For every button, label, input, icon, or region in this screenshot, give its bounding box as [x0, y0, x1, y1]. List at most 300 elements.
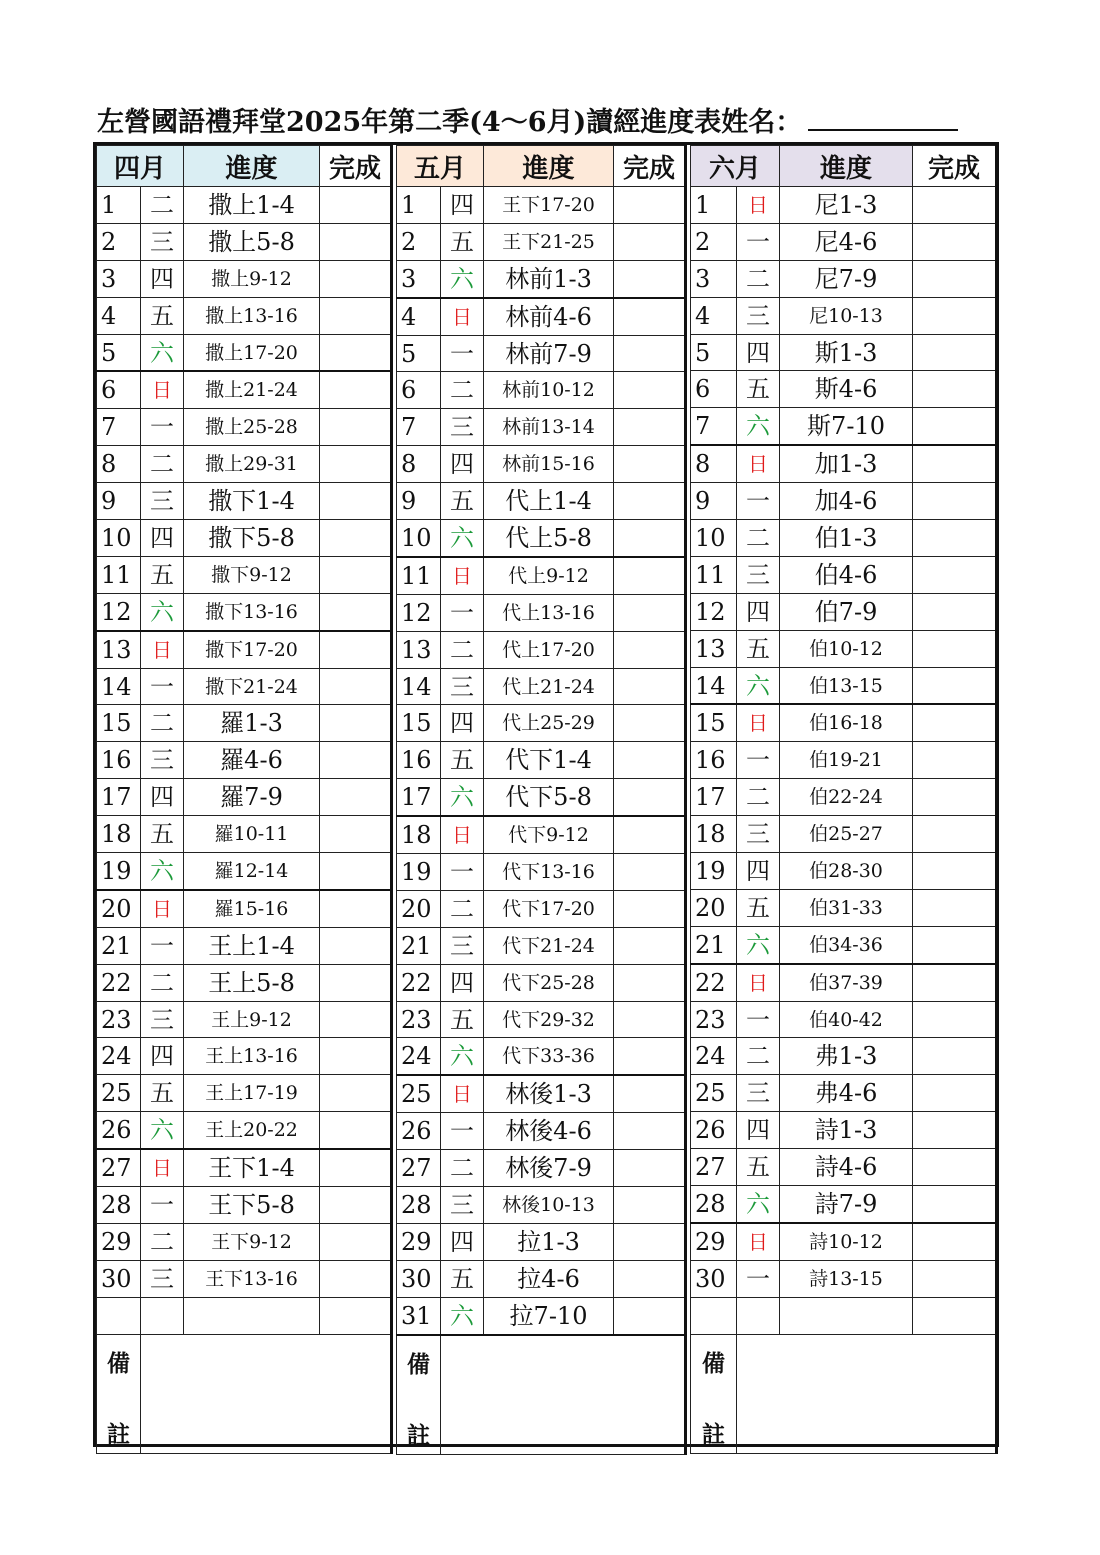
reading-progress: 代上25-29 — [484, 705, 614, 742]
day-number: 26 — [691, 1112, 737, 1149]
table-row — [97, 1149, 392, 1186]
weekday: 四 — [737, 1112, 780, 1149]
done-checkbox-cell[interactable] — [320, 371, 392, 408]
reading-progress: 伯40-42 — [780, 1001, 913, 1038]
month-header: 五月 — [397, 146, 484, 187]
weekday: 二 — [441, 631, 484, 668]
table-row — [97, 964, 392, 1001]
done-checkbox-cell[interactable] — [320, 1297, 392, 1334]
table-row — [397, 372, 686, 409]
notes-label — [691, 1334, 737, 1453]
done-checkbox-cell[interactable] — [913, 742, 997, 779]
done-checkbox-cell[interactable] — [320, 631, 392, 668]
day-number: 29 — [97, 1223, 141, 1260]
reading-progress: 林後7-9 — [484, 1150, 614, 1187]
reading-progress: 王上13-16 — [184, 1038, 320, 1075]
done-checkbox-cell[interactable] — [614, 964, 686, 1001]
day-number: 12 — [397, 594, 441, 631]
done-checkbox-cell[interactable] — [320, 890, 392, 927]
weekday: 二 — [737, 260, 780, 297]
day-number: 31 — [397, 1297, 441, 1334]
done-checkbox-cell[interactable] — [320, 260, 392, 297]
done-checkbox-cell[interactable] — [614, 446, 686, 483]
reading-progress: 伯22-24 — [780, 779, 913, 816]
table-row — [397, 1260, 686, 1297]
reading-progress: 弗1-3 — [780, 1038, 913, 1075]
table-row — [397, 446, 686, 483]
name-blank-field[interactable] — [808, 103, 958, 131]
day-number: 10 — [691, 520, 737, 557]
reading-progress: 羅12-14 — [184, 853, 320, 890]
day-number: 14 — [397, 668, 441, 705]
table-row — [397, 1150, 686, 1187]
table-row — [97, 1223, 392, 1260]
day-number: 22 — [691, 964, 737, 1001]
weekday: 六 — [141, 853, 184, 890]
weekday: 一 — [141, 668, 184, 705]
done-checkbox-cell[interactable] — [913, 408, 997, 445]
done-checkbox-cell[interactable] — [320, 1260, 392, 1297]
table-row — [97, 927, 392, 964]
table-row — [691, 483, 997, 520]
reading-progress: 代下25-28 — [484, 964, 614, 1001]
weekday: 六 — [737, 667, 780, 704]
reading-progress: 斯7-10 — [780, 408, 913, 445]
done-checkbox-cell[interactable] — [614, 1001, 686, 1038]
day-number: 6 — [97, 371, 141, 408]
done-checkbox-cell[interactable] — [320, 1149, 392, 1186]
notes-field[interactable] — [141, 1334, 392, 1453]
table-row — [97, 187, 392, 224]
reading-progress: 伯19-21 — [780, 742, 913, 779]
weekday: 一 — [441, 594, 484, 631]
weekday: 一 — [737, 1260, 780, 1297]
table-row — [97, 705, 392, 742]
day-number: 2 — [691, 223, 737, 260]
day-number: 7 — [691, 408, 737, 445]
weekday: 三 — [441, 927, 484, 964]
done-checkbox-cell[interactable] — [913, 1186, 997, 1223]
done-checkbox-cell[interactable] — [320, 297, 392, 334]
done-checkbox-cell[interactable] — [614, 298, 686, 335]
done-checkbox-cell[interactable] — [614, 335, 686, 372]
notes-label-char: 註 — [107, 1420, 130, 1448]
weekday: 五 — [441, 742, 484, 779]
reading-progress: 尼1-3 — [780, 187, 913, 224]
day-number: 17 — [397, 779, 441, 816]
day-number: 8 — [397, 446, 441, 483]
done-checkbox-cell[interactable] — [320, 668, 392, 705]
table-row — [397, 631, 686, 668]
done-checkbox-cell[interactable] — [614, 631, 686, 668]
done-checkbox-cell[interactable] — [614, 223, 686, 260]
done-checkbox-cell[interactable] — [913, 187, 997, 224]
table-row — [397, 742, 686, 779]
table-row — [691, 779, 997, 816]
notes-field[interactable] — [737, 1334, 997, 1453]
table-row — [691, 593, 997, 630]
table-row — [397, 1223, 686, 1260]
day-number: 3 — [691, 260, 737, 297]
day-number: 1 — [97, 187, 141, 224]
weekday: 三 — [737, 297, 780, 334]
weekday: 五 — [441, 223, 484, 260]
done-checkbox-cell[interactable] — [614, 854, 686, 891]
done-checkbox-cell[interactable] — [614, 1113, 686, 1150]
notes-label-char: 備 — [107, 1349, 130, 1377]
day-number: 21 — [397, 927, 441, 964]
day-number — [97, 1297, 141, 1334]
weekday: 四 — [141, 1038, 184, 1075]
table-row — [397, 1297, 686, 1334]
done-checkbox-cell[interactable] — [913, 371, 997, 408]
done-checkbox-cell[interactable] — [913, 1260, 997, 1297]
day-number: 2 — [397, 223, 441, 260]
table-row — [397, 223, 686, 260]
done-checkbox-cell[interactable] — [320, 1001, 392, 1038]
day-number: 26 — [97, 1112, 141, 1149]
reading-progress: 代上13-16 — [484, 594, 614, 631]
done-checkbox-cell[interactable] — [614, 483, 686, 520]
reading-progress: 伯37-39 — [780, 964, 913, 1001]
done-checkbox-cell[interactable] — [320, 520, 392, 557]
done-checkbox-cell[interactable] — [614, 1223, 686, 1260]
table-row — [691, 1186, 997, 1223]
weekday: 五 — [141, 1075, 184, 1112]
weekday: 二 — [141, 446, 184, 483]
table-row — [397, 335, 686, 372]
done-checkbox-cell[interactable] — [320, 1223, 392, 1260]
weekday: 一 — [141, 409, 184, 446]
month-header: 四月 — [97, 146, 184, 187]
weekday: 日 — [737, 445, 780, 482]
done-checkbox-cell[interactable] — [913, 630, 997, 667]
day-number: 11 — [691, 556, 737, 593]
weekday: 三 — [141, 223, 184, 260]
done-checkbox-cell[interactable] — [320, 964, 392, 1001]
weekday: 五 — [141, 556, 184, 593]
done-checkbox-cell[interactable] — [614, 1075, 686, 1112]
done-checkbox-cell[interactable] — [320, 816, 392, 853]
done-checkbox-cell[interactable] — [320, 483, 392, 520]
weekday: 六 — [441, 1297, 484, 1334]
reading-progress: 林前1-3 — [484, 260, 614, 297]
name-label: 姓名： — [721, 107, 803, 138]
done-checkbox-cell[interactable] — [320, 334, 392, 371]
notes-label-char: 備 — [407, 1350, 430, 1378]
table-row — [397, 1075, 686, 1112]
done-checkbox-cell[interactable] — [913, 889, 997, 926]
done-checkbox-cell[interactable] — [913, 260, 997, 297]
table-row — [397, 890, 686, 927]
done-checkbox-cell[interactable] — [614, 1187, 686, 1224]
weekday: 六 — [737, 1186, 780, 1223]
table-row — [691, 704, 997, 741]
table-row — [397, 260, 686, 297]
weekday: 六 — [441, 520, 484, 557]
day-number: 24 — [691, 1038, 737, 1075]
done-checkbox-cell[interactable] — [913, 1001, 997, 1038]
day-number: 13 — [691, 630, 737, 667]
reading-progress: 伯28-30 — [780, 853, 913, 890]
reading-progress: 王下13-16 — [184, 1260, 320, 1297]
reading-progress — [184, 1297, 320, 1334]
table-row — [397, 557, 686, 594]
table-row — [691, 371, 997, 408]
weekday: 二 — [141, 964, 184, 1001]
table-row — [97, 483, 392, 520]
table-row — [691, 1075, 997, 1112]
weekday: 四 — [441, 964, 484, 1001]
weekday: 日 — [141, 1149, 184, 1186]
day-number: 27 — [97, 1149, 141, 1186]
done-checkbox-cell[interactable] — [913, 1075, 997, 1112]
weekday: 五 — [737, 1149, 780, 1186]
day-number: 23 — [97, 1001, 141, 1038]
done-checkbox-cell[interactable] — [320, 187, 392, 224]
day-number: 17 — [691, 779, 737, 816]
done-checkbox-cell[interactable] — [320, 1038, 392, 1075]
day-number: 21 — [97, 927, 141, 964]
done-checkbox-cell[interactable] — [614, 372, 686, 409]
table-row — [397, 1187, 686, 1224]
done-checkbox-cell[interactable] — [320, 409, 392, 446]
day-number: 30 — [397, 1260, 441, 1297]
weekday: 五 — [737, 630, 780, 667]
done-checkbox-cell[interactable] — [913, 1112, 997, 1149]
table-row — [97, 371, 392, 408]
table-row — [691, 667, 997, 704]
reading-progress: 林後10-13 — [484, 1187, 614, 1224]
done-checkbox-cell[interactable] — [614, 594, 686, 631]
done-checkbox-cell[interactable] — [614, 927, 686, 964]
reading-progress: 代下9-12 — [484, 816, 614, 853]
day-number: 4 — [691, 297, 737, 334]
done-checkbox-cell[interactable] — [320, 593, 392, 630]
reading-progress: 代下17-20 — [484, 890, 614, 927]
done-checkbox-cell[interactable] — [913, 1223, 997, 1260]
reading-progress: 尼4-6 — [780, 223, 913, 260]
done-checkbox-cell[interactable] — [913, 223, 997, 260]
table-row — [691, 223, 997, 260]
done-checkbox-cell[interactable] — [913, 667, 997, 704]
done-checkbox-cell[interactable] — [320, 742, 392, 779]
table-row — [97, 593, 392, 630]
done-checkbox-cell[interactable] — [614, 742, 686, 779]
weekday: 三 — [141, 483, 184, 520]
done-checkbox-cell[interactable] — [614, 705, 686, 742]
day-number: 20 — [97, 890, 141, 927]
reading-progress: 伯31-33 — [780, 889, 913, 926]
weekday: 五 — [441, 1260, 484, 1297]
weekday: 三 — [441, 409, 484, 446]
reading-progress: 加4-6 — [780, 483, 913, 520]
day-number: 28 — [691, 1186, 737, 1223]
done-checkbox-cell[interactable] — [320, 1075, 392, 1112]
reading-progress: 王上1-4 — [184, 927, 320, 964]
weekday: 四 — [737, 593, 780, 630]
reading-progress: 弗4-6 — [780, 1075, 913, 1112]
reading-progress: 撒下21-24 — [184, 668, 320, 705]
done-checkbox-cell[interactable] — [614, 1150, 686, 1187]
reading-progress: 拉1-3 — [484, 1223, 614, 1260]
day-number: 4 — [397, 298, 441, 335]
day-number: 8 — [97, 446, 141, 483]
done-checkbox-cell[interactable] — [320, 1187, 392, 1224]
day-number: 7 — [97, 409, 141, 446]
done-checkbox-cell[interactable] — [614, 1260, 686, 1297]
done-checkbox-cell[interactable] — [614, 779, 686, 816]
done-checkbox-cell[interactable] — [913, 704, 997, 741]
done-checkbox-cell[interactable] — [320, 556, 392, 593]
done-checkbox-cell[interactable] — [913, 556, 997, 593]
day-number: 27 — [691, 1149, 737, 1186]
done-checkbox-cell[interactable] — [913, 520, 997, 557]
reading-progress: 詩13-15 — [780, 1260, 913, 1297]
reading-progress: 林前7-9 — [484, 335, 614, 372]
reading-progress: 羅7-9 — [184, 779, 320, 816]
weekday: 四 — [737, 853, 780, 890]
done-checkbox-cell[interactable] — [913, 483, 997, 520]
done-checkbox-cell[interactable] — [913, 926, 997, 963]
done-checkbox-cell[interactable] — [913, 1297, 997, 1334]
day-number: 14 — [691, 667, 737, 704]
done-checkbox-cell[interactable] — [320, 223, 392, 260]
reading-progress: 撒上25-28 — [184, 409, 320, 446]
done-checkbox-cell[interactable] — [614, 816, 686, 853]
done-checkbox-cell[interactable] — [320, 705, 392, 742]
done-checkbox-cell[interactable] — [913, 334, 997, 371]
done-checkbox-cell[interactable] — [614, 557, 686, 594]
reading-progress: 代上21-24 — [484, 668, 614, 705]
done-checkbox-cell[interactable] — [614, 520, 686, 557]
weekday: 三 — [737, 816, 780, 853]
day-number: 29 — [397, 1223, 441, 1260]
weekday: 三 — [737, 556, 780, 593]
reading-progress: 林前4-6 — [484, 298, 614, 335]
table-row — [691, 1260, 997, 1297]
weekday: 一 — [141, 1187, 184, 1224]
day-number: 17 — [97, 779, 141, 816]
day-number: 10 — [97, 520, 141, 557]
day-number: 24 — [97, 1038, 141, 1075]
reading-progress: 伯4-6 — [780, 556, 913, 593]
done-checkbox-cell[interactable] — [913, 853, 997, 890]
table-row — [397, 1001, 686, 1038]
done-checkbox-cell[interactable] — [614, 187, 686, 224]
day-number: 8 — [691, 445, 737, 482]
done-checkbox-cell[interactable] — [320, 853, 392, 890]
done-checkbox-cell[interactable] — [913, 445, 997, 482]
weekday: 五 — [737, 889, 780, 926]
table-row — [691, 260, 997, 297]
day-number: 27 — [397, 1150, 441, 1187]
done-checkbox-cell[interactable] — [320, 1112, 392, 1149]
done-checkbox-cell[interactable] — [913, 593, 997, 630]
reading-progress: 林前10-12 — [484, 372, 614, 409]
weekday: 五 — [141, 297, 184, 334]
done-checkbox-cell[interactable] — [913, 779, 997, 816]
reading-progress: 伯7-9 — [780, 593, 913, 630]
day-number: 22 — [97, 964, 141, 1001]
day-number: 18 — [691, 816, 737, 853]
notes-row — [97, 1334, 392, 1453]
weekday: 五 — [737, 371, 780, 408]
done-checkbox-cell[interactable] — [614, 260, 686, 297]
notes-field[interactable] — [441, 1335, 686, 1455]
reading-progress: 代上1-4 — [484, 483, 614, 520]
weekday: 二 — [441, 1150, 484, 1187]
weekday: 二 — [737, 779, 780, 816]
weekday: 六 — [441, 260, 484, 297]
done-checkbox-cell[interactable] — [913, 964, 997, 1001]
reading-progress: 撒上17-20 — [184, 334, 320, 371]
table-row — [691, 816, 997, 853]
weekday: 日 — [737, 187, 780, 224]
table-row — [691, 889, 997, 926]
day-number: 23 — [397, 1001, 441, 1038]
weekday: 四 — [141, 260, 184, 297]
reading-progress: 伯10-12 — [780, 630, 913, 667]
weekday: 日 — [441, 557, 484, 594]
done-checkbox-cell[interactable] — [614, 1038, 686, 1075]
done-checkbox-cell[interactable] — [614, 409, 686, 446]
day-number: 18 — [397, 816, 441, 853]
table-row — [691, 297, 997, 334]
day-number: 6 — [397, 372, 441, 409]
table-row — [691, 1038, 997, 1075]
day-number: 15 — [97, 705, 141, 742]
table-row — [97, 1038, 392, 1075]
day-number: 12 — [97, 593, 141, 630]
done-checkbox-cell[interactable] — [913, 297, 997, 334]
done-checkbox-cell[interactable] — [320, 446, 392, 483]
table-row — [397, 594, 686, 631]
done-checkbox-cell[interactable] — [614, 1297, 686, 1334]
day-number: 13 — [97, 631, 141, 668]
table-row — [691, 964, 997, 1001]
day-number: 20 — [691, 889, 737, 926]
reading-progress: 代下29-32 — [484, 1001, 614, 1038]
done-checkbox-cell[interactable] — [913, 1038, 997, 1075]
done-checkbox-cell[interactable] — [913, 816, 997, 853]
weekday: 二 — [737, 1038, 780, 1075]
weekday: 五 — [141, 816, 184, 853]
done-checkbox-cell[interactable] — [913, 1149, 997, 1186]
day-number: 11 — [97, 556, 141, 593]
reading-progress: 代上5-8 — [484, 520, 614, 557]
table-row — [97, 1260, 392, 1297]
weekday: 日 — [441, 298, 484, 335]
progress-header: 進度 — [484, 146, 614, 187]
day-number: 1 — [691, 187, 737, 224]
reading-progress: 伯34-36 — [780, 926, 913, 963]
done-checkbox-cell[interactable] — [614, 890, 686, 927]
done-checkbox-cell[interactable] — [320, 927, 392, 964]
reading-progress: 詩7-9 — [780, 1186, 913, 1223]
day-number: 5 — [691, 334, 737, 371]
done-checkbox-cell[interactable] — [614, 668, 686, 705]
day-number: 3 — [397, 260, 441, 297]
table-row — [397, 779, 686, 816]
done-checkbox-cell[interactable] — [320, 779, 392, 816]
reading-progress: 王下21-25 — [484, 223, 614, 260]
reading-progress: 撒下17-20 — [184, 631, 320, 668]
weekday: 一 — [737, 742, 780, 779]
day-number: 14 — [97, 668, 141, 705]
table-row — [97, 742, 392, 779]
month-header: 六月 — [691, 146, 780, 187]
